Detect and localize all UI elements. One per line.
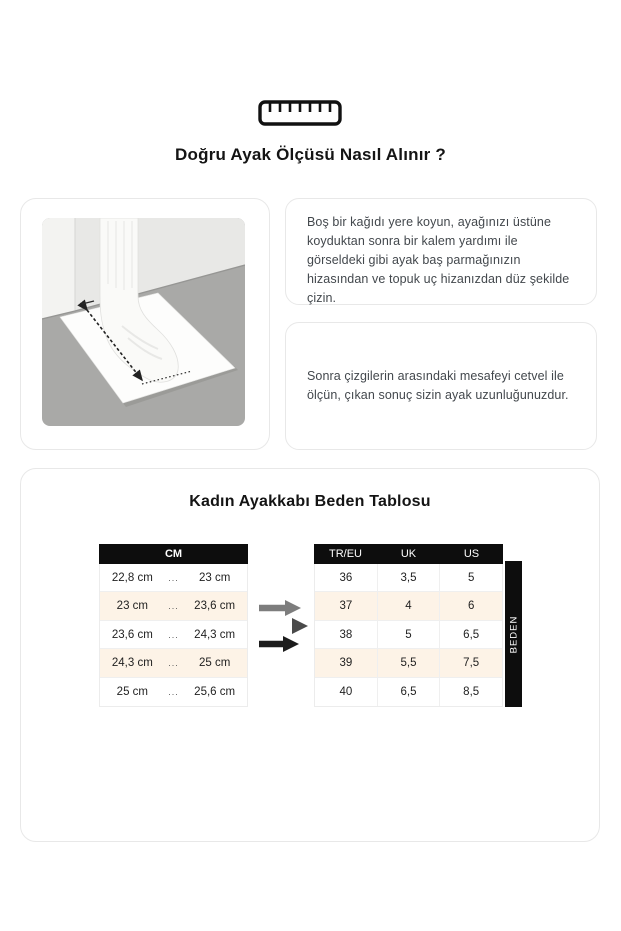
intl-size-table <box>314 544 503 707</box>
range-separator: ... <box>168 573 179 583</box>
size-uk: 6,5 <box>378 678 441 706</box>
intl-table-row <box>315 564 502 592</box>
page-title: Doğru Ayak Ölçüsü Nasıl Alınır ? <box>175 145 446 164</box>
instruction-box-1 <box>285 198 597 305</box>
measurement-photo-card <box>20 198 270 450</box>
cm-table <box>99 544 248 707</box>
foot-measurement-photo <box>42 218 245 426</box>
cm-table-row <box>100 678 247 706</box>
cm-table-header <box>99 544 248 564</box>
intl-table-row <box>315 621 502 649</box>
size-us: 7,5 <box>463 657 480 670</box>
range-separator: ... <box>168 601 179 612</box>
size-us: 8,5 <box>463 685 480 698</box>
size-guide-title: Kadın Ayakkabı Beden Tablosu <box>189 493 431 510</box>
beden-label: BEDEN <box>508 615 520 653</box>
size-uk: 3,5 <box>378 564 441 591</box>
cm-min: 22,8 cm <box>111 572 153 584</box>
instruction-text-1: Boş bir kağıdı yere koyun, ayağınızı üstüne koyduktan sonra bir kalem yardımı ile görseldeki gibi ayak baş parmağınızın hizasından ve topuk uç hizanızdan düz şekilde çizin. <box>307 215 570 305</box>
cm-table-row <box>100 592 247 620</box>
conversion-arrows-icon <box>258 599 308 653</box>
instruction-text-2: Sonra çizgilerin arasındaki mesafeyi cetvel ile ölçün, çıkan sonuç sizin ayak uzunluğunuzdur. <box>307 369 569 402</box>
size-tr-eu: 40 <box>315 678 378 706</box>
range-separator: ... <box>168 658 179 669</box>
intl-table-row <box>315 649 502 677</box>
instruction-box-2 <box>285 322 597 450</box>
size-tr-eu: 38 <box>315 621 378 648</box>
size-uk: 4 <box>378 592 441 619</box>
size-uk: 5 <box>378 621 441 648</box>
intl-table-row <box>315 678 502 706</box>
cm-max: 23,6 cm <box>194 600 236 613</box>
beden-side-bar <box>505 561 522 707</box>
header-us: US <box>463 548 480 560</box>
cm-table-row <box>100 621 247 649</box>
header-tr-eu: TR/EU <box>329 548 362 560</box>
size-tr-eu: 39 <box>315 649 378 676</box>
size-guide-card <box>20 468 600 842</box>
cm-table-row <box>100 649 247 677</box>
cm-max: 25 cm <box>198 657 231 670</box>
cm-min: 25 cm <box>116 685 148 698</box>
cm-max: 23 cm <box>198 572 231 584</box>
intl-table-row <box>315 592 502 620</box>
size-tr-eu: 37 <box>315 592 378 619</box>
size-us: 6 <box>467 600 475 613</box>
cm-min: 23,6 cm <box>111 628 153 641</box>
intl-table-header <box>314 544 503 564</box>
size-tr-eu: 36 <box>315 564 378 591</box>
range-separator: ... <box>168 629 179 640</box>
range-separator: ... <box>168 686 179 697</box>
size-uk: 5,5 <box>378 649 441 676</box>
cm-max: 25,6 cm <box>194 685 236 698</box>
cm-header-label: CM <box>164 548 183 560</box>
size-us: 6,5 <box>463 628 480 641</box>
cm-min: 23 cm <box>116 600 148 613</box>
ruler-icon <box>258 100 342 126</box>
cm-max: 24,3 cm <box>194 628 236 641</box>
header-uk: UK <box>400 548 417 560</box>
size-us: 5 <box>467 572 475 584</box>
cm-table-row <box>100 564 247 592</box>
wall-left <box>42 218 75 319</box>
cm-min: 24,3 cm <box>111 657 153 670</box>
